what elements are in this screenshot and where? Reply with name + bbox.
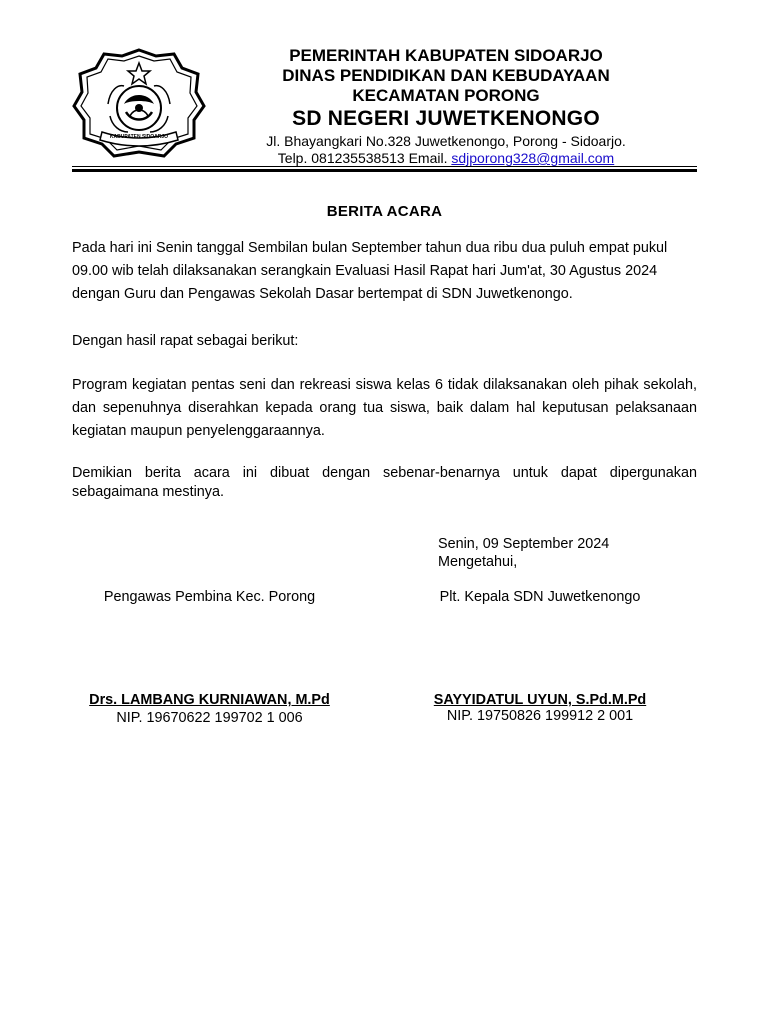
letterhead: [206, 46, 686, 167]
phone-text: Telp. 081235538513 Email.: [277, 150, 452, 166]
school-contact: [206, 150, 686, 167]
supervisor-role: Pengawas Pembina Kec. Porong: [103, 589, 316, 605]
email-link[interactable]: sdjporong328@gmail.com: [451, 150, 615, 166]
paragraph-closing: Demikian berita acara ini dibuat dengan sebenar-benarnya untuk dapat dipergunakan sebagaimana mestinya.: [72, 465, 697, 500]
supervisor-name: Drs. LAMBANG KURNIAWAN, M.Pd: [89, 692, 330, 708]
principal-role: Plt. Kepala SDN Juwetkenongo: [439, 589, 641, 605]
acknowledged-label: Mengetahui,: [438, 554, 518, 570]
school-name: SD NEGERI JUWETKENONGO: [292, 107, 600, 130]
signing-date: Senin, 09 September 2024: [438, 536, 610, 552]
supervisor-nip: NIP. 19670622 199702 1 006: [116, 710, 303, 726]
principal-nip: NIP. 19750826 199912 2 001: [446, 708, 634, 724]
principal-name: SAYYIDATUL UYUN, S.Pd.M.Pd: [433, 692, 647, 708]
department-name: DINAS PENDIDIKAN DAN KEBUDAYAAN: [282, 66, 610, 85]
paragraph-results-intro: Dengan hasil rapat sebagai berikut:: [72, 333, 299, 349]
paragraph-results: Program kegiatan pentas seni dan rekreasi siswa kelas 6 tidak dilaksanakan oleh pihak sekolah, dan sepenuhnya diserahkan kepada orang tua siswa, baik dalam hal keputusan pelaksanaan kegiatan maupun penyelenggaraannya.: [72, 377, 697, 439]
letterhead-divider-thick: [72, 169, 697, 172]
district-name: KECAMATAN PORONG: [352, 86, 540, 105]
regency-logo: [70, 46, 208, 162]
school-address: Jl. Bhayangkari No.328 Juwetkenongo, Porong - Sidoarjo.: [266, 133, 626, 149]
paragraph-opening: Pada hari ini Senin tanggal Sembilan bulan September tahun dua ribu dua puluh empat pukul 09.00 wib telah dilaksanakan serangkain Evaluasi Hasil Rapat hari Jum'at, 30 Agustus 2024 dengan Guru dan Pengawas Sekolah Dasar bertempat di SDN Juwetkenongo.: [72, 240, 668, 302]
logo-ribbon-text: KABUPATEN SIDOARJO: [109, 134, 169, 140]
document-title: BERITA ACARA: [326, 203, 443, 220]
letterhead-divider-thin: [72, 166, 697, 167]
seal-emblem-icon: [70, 46, 208, 162]
government-name: PEMERINTAH KABUPATEN SIDOARJO: [289, 46, 603, 65]
